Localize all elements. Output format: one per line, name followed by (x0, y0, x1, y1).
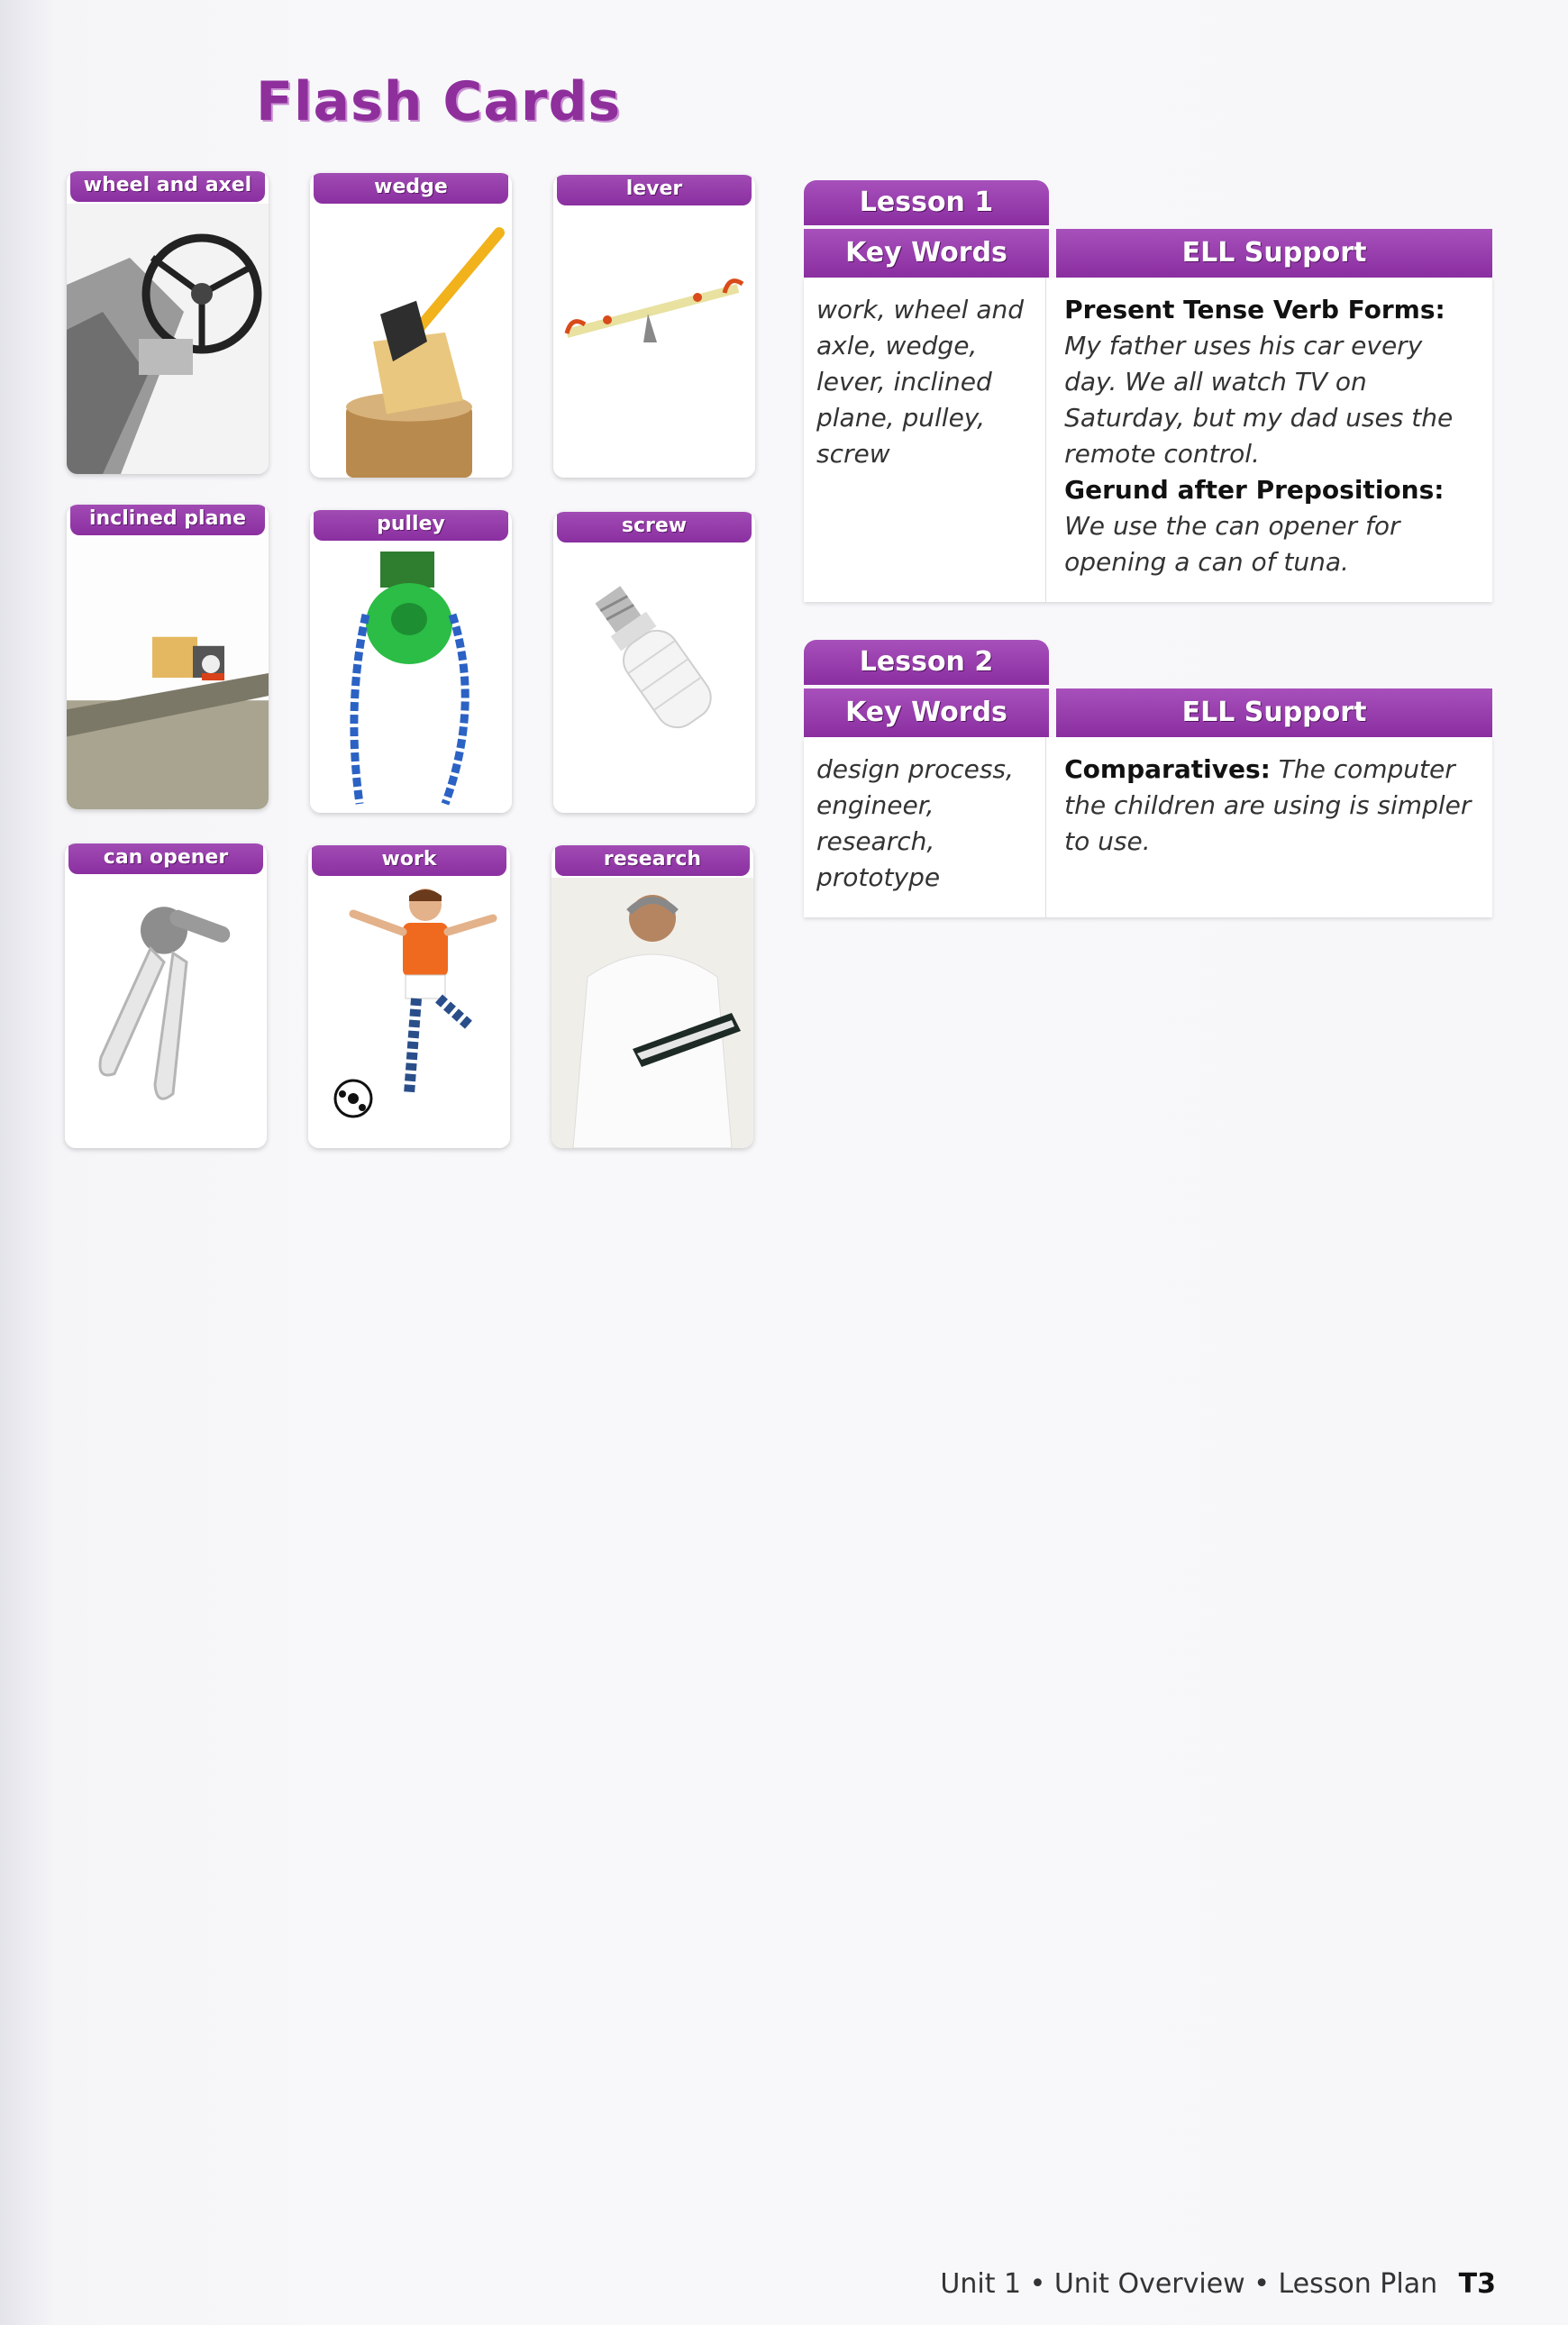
ell-text: The computer the children are using is simpler to use. (1064, 754, 1472, 856)
card-label: lever (557, 175, 752, 205)
ell-support-header: ELL Support (1056, 688, 1492, 737)
lesson-tab: Lesson 1 (804, 180, 1049, 225)
flash-card-can-opener[interactable] (65, 843, 267, 1148)
ell-heading: Comparatives: (1064, 754, 1271, 784)
card-label: screw (557, 512, 752, 542)
lesson-tab: Lesson 2 (804, 640, 1049, 685)
lightbulb-screw-image (553, 544, 755, 813)
card-label: wheel and axel (70, 171, 265, 202)
key-words-header: Key Words (804, 688, 1049, 737)
ramp-image (67, 537, 269, 809)
ell-support-content (1046, 737, 1492, 917)
flash-card-wedge[interactable] (310, 173, 512, 478)
lesson-body (804, 278, 1492, 602)
axe-wedge-image (310, 205, 512, 478)
lesson-header-row (804, 688, 1492, 737)
key-words-list: work, wheel and axle, wedge, lever, inclined plane, pulley, screw (804, 278, 1046, 602)
footer-text: Unit 1 • Unit Overview • Lesson Plan (940, 2268, 1438, 2300)
ell-heading: Gerund after Prepositions: (1064, 475, 1445, 505)
lesson-body (804, 737, 1492, 917)
can-opener-image (65, 876, 267, 1148)
boy-kicking-ball-image (308, 878, 510, 1148)
page-title: Flash Cards (256, 70, 622, 133)
lesson-header-row (804, 229, 1492, 278)
flash-card-screw[interactable] (553, 512, 755, 813)
card-label: pulley (314, 510, 508, 541)
ell-support-header: ELL Support (1056, 229, 1492, 278)
wheel-and-axle-image (67, 204, 269, 474)
key-words-list: design process, engineer, research, prototype (804, 737, 1046, 917)
man-reading-book-image (552, 878, 753, 1148)
card-label: wedge (314, 173, 508, 204)
lesson-1-table (804, 180, 1492, 602)
ell-support-content (1046, 278, 1492, 602)
flash-card-work[interactable] (308, 845, 510, 1148)
ell-text: My father uses his car every day. We all watch TV on Saturday, but my dad uses the remote control. (1064, 331, 1454, 469)
flash-card-inclined-plane[interactable] (67, 505, 269, 809)
flash-card-research[interactable] (552, 845, 753, 1148)
card-label: can opener (68, 843, 263, 874)
page-number: T3 (1458, 2268, 1496, 2300)
card-label: inclined plane (70, 505, 265, 535)
page-footer (940, 2268, 1496, 2300)
flash-card-lever[interactable] (553, 175, 755, 478)
card-label: work (312, 845, 506, 876)
ell-text: We use the can opener for opening a can of tuna. (1064, 511, 1400, 577)
pulley-image (310, 542, 512, 813)
flash-card-wheel-and-axel[interactable] (67, 171, 269, 474)
seesaw-lever-image (553, 207, 755, 478)
ell-heading: Present Tense Verb Forms: (1064, 295, 1445, 324)
flash-card-pulley[interactable] (310, 510, 512, 813)
card-label: research (555, 845, 750, 876)
key-words-header: Key Words (804, 229, 1049, 278)
lesson-2-table (804, 640, 1492, 917)
